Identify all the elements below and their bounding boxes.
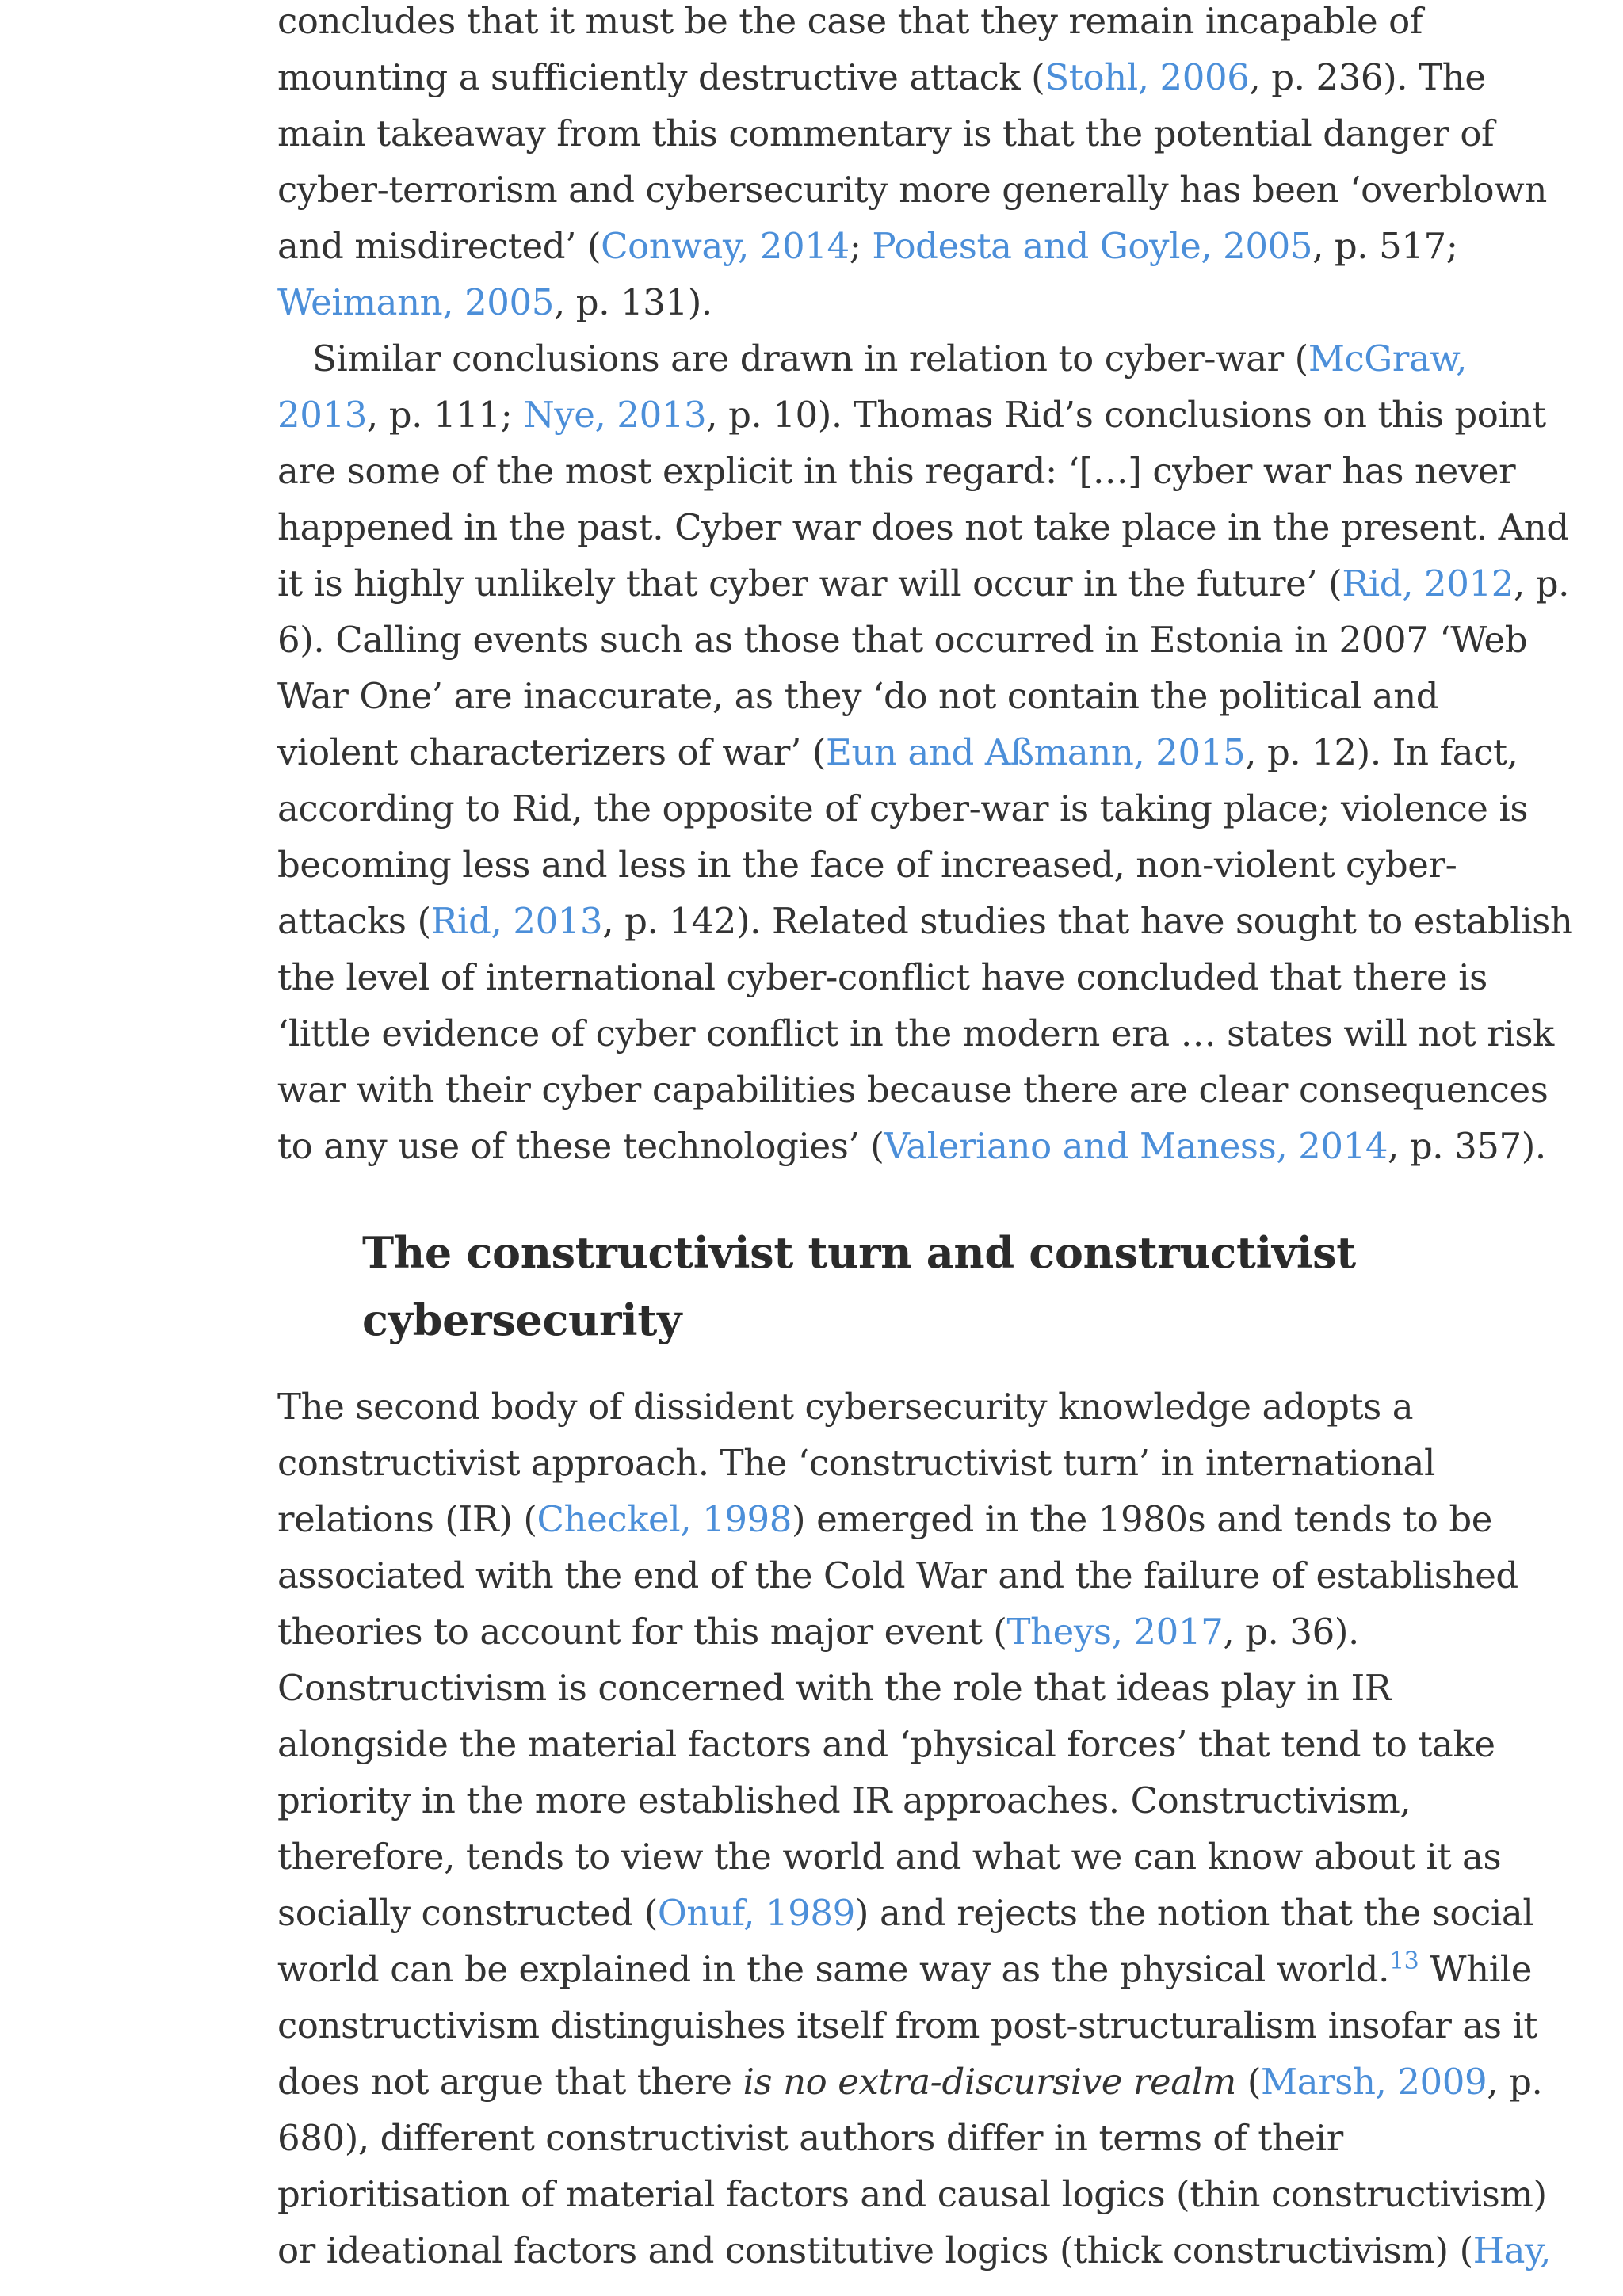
text-line: Constructivism is concerned with the role that ideas play in IR: [277, 1667, 1392, 1709]
text-line: prioritisation of material factors and causal logics (thin constructivism): [277, 2173, 1547, 2215]
citation-link[interactable]: Checkel, 1998: [537, 1498, 792, 1540]
text-line: 6). Calling events such as those that occurred in Estonia in 2007 ‘Web: [277, 619, 1528, 661]
citation-link[interactable]: Eun and Aßmann, 2015: [826, 731, 1246, 773]
text-line: relations (IR) (Checkel, 1998) emerged in the 1980s and tends to be: [277, 1498, 1493, 1540]
text-line: or ideational factors and constitutive logics (thick constructivism) (Hay,: [277, 2229, 1552, 2271]
citation-link[interactable]: Rid, 2013: [430, 900, 603, 942]
text-line: to any use of these technologies’ (Valeriano and Maness, 2014, p. 357).: [277, 1125, 1546, 1167]
citation-link[interactable]: Weimann, 2005: [277, 281, 554, 323]
citation-link[interactable]: Rid, 2012: [1342, 563, 1514, 605]
citation-link[interactable]: Valeriano and Maness, 2014: [884, 1125, 1388, 1167]
text-line: Similar conclusions are drawn in relation to cyber-war (McGraw,: [312, 338, 1468, 379]
citation-link[interactable]: McGraw,: [1308, 338, 1468, 379]
text-line: becoming less and less in the face of increased, non-violent cyber-: [277, 844, 1457, 886]
citation-link[interactable]: Hay,: [1472, 2229, 1552, 2271]
text-line: according to Rid, the opposite of cyber-war is taking place; violence is: [277, 788, 1529, 830]
italic-phrase: is no extra-discursive realm: [743, 2061, 1236, 2103]
text-line: mounting a sufficiently destructive attack (Stohl, 2006, p. 236). The: [277, 56, 1486, 98]
text-line: it is highly unlikely that cyber war will occur in the future’ (Rid, 2012, p.: [277, 563, 1570, 605]
text-line: world can be explained in the same way as the physical world.$^{13}$ While: [277, 1947, 1532, 1990]
text-line: and misdirected’ (Conway, 2014; Podesta and Goyle, 2005, p. 517;: [277, 225, 1458, 267]
text-line: main takeaway from this commentary is that the potential danger of: [277, 113, 1495, 154]
citation-link[interactable]: Podesta and Goyle, 2005: [872, 225, 1313, 267]
text-line: ‘little evidence of cyber conflict in the modern era … states will not risk: [277, 1013, 1554, 1055]
text-line: therefore, tends to view the world and what we can know about it as: [277, 1836, 1502, 1878]
citation-link[interactable]: Stohl, 2006: [1044, 56, 1250, 98]
citation-link[interactable]: 2013: [277, 394, 367, 436]
footnote-link[interactable]: 13: [1389, 1947, 1419, 1975]
citation-link[interactable]: Onuf, 1989: [657, 1892, 855, 1934]
heading-line: The constructivist turn and constructivist: [362, 1227, 1356, 1278]
text-line: constructivism distinguishes itself from post-structuralism insofar as it: [277, 2004, 1538, 2046]
text-line: concludes that it must be the case that they remain incapable of: [277, 0, 1423, 42]
text-line: war with their cyber capabilities because there are clear consequences: [277, 1069, 1549, 1111]
text-line: Weimann, 2005, p. 131).: [277, 281, 712, 323]
text-line: constructivist approach. The ‘constructivist turn’ in international: [277, 1442, 1435, 1484]
citation-link[interactable]: Theys, 2017: [1006, 1611, 1224, 1653]
text-line: alongside the material factors and ‘physical forces’ that tend to take: [277, 1723, 1495, 1765]
citation-link[interactable]: Conway, 2014: [601, 225, 850, 267]
text-line: cyber-terrorism and cybersecurity more generally has been ‘overblown: [277, 169, 1547, 211]
heading-line: cybersecurity: [362, 1295, 682, 1345]
text-line: War One’ are inaccurate, as they ‘do not contain the political and: [277, 675, 1439, 717]
text-line: priority in the more established IR approaches. Constructivism,: [277, 1779, 1411, 1821]
text-line: the level of international cyber-conflict have concluded that there is: [277, 956, 1487, 998]
text-line: does not argue that there is no extra-discursive realm (Marsh, 2009, p.: [277, 2061, 1543, 2103]
text-line: violent characterizers of war’ (Eun and Aßmann, 2015, p. 12). In fact,: [277, 731, 1518, 773]
text-line: The second body of dissident cybersecurity knowledge adopts a: [277, 1386, 1414, 1428]
text-line: 680), different constructivist authors differ in terms of their: [277, 2117, 1343, 2159]
text-line: 2013, p. 111; Nye, 2013, p. 10). Thomas Rid’s conclusions on this point: [277, 394, 1546, 436]
citation-link[interactable]: Marsh, 2009: [1261, 2061, 1487, 2103]
text-line: attacks (Rid, 2013, p. 142). Related studies that have sought to establish: [277, 900, 1573, 942]
text-line: theories to account for this major event (Theys, 2017, p. 36).: [277, 1611, 1359, 1653]
text-line: socially constructed (Onuf, 1989) and rejects the notion that the social: [277, 1892, 1534, 1934]
citation-link[interactable]: Nye, 2013: [523, 394, 707, 436]
text-line: happened in the past. Cyber war does not take place in the present. And: [277, 506, 1569, 548]
text-line: associated with the end of the Cold War and the failure of established: [277, 1554, 1518, 1596]
text-line: are some of the most explicit in this regard: ‘[…] cyber war has never: [277, 450, 1516, 492]
